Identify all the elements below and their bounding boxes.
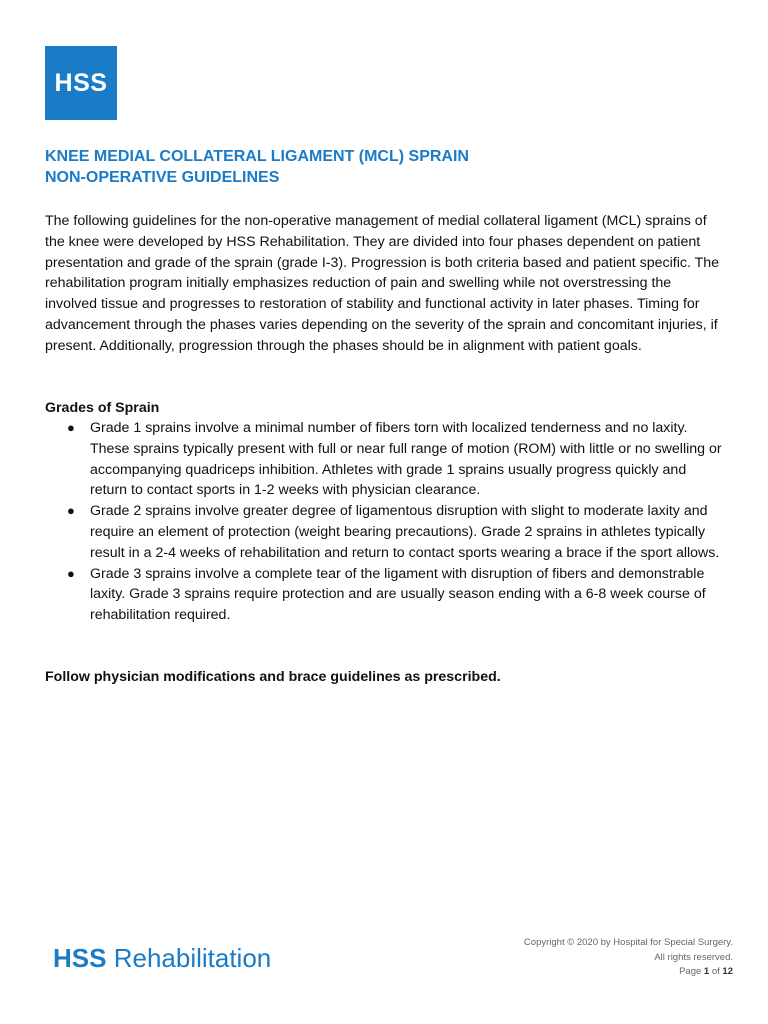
footer-brand	[53, 941, 271, 975]
grades-heading: Grades of Sprain	[45, 400, 160, 416]
grade-2-text: Grade 2 sprains involve greater degree of ligamentous disruption with slight to moderate laxity and require an element of protection (weight bearing precautions). Grade 2 sprains in athletes typically result in a 2-4 weeks of rehabilitation and return to contact sports wearing a brace if the sport allows.	[90, 503, 720, 561]
rights-text: All rights reserved.	[654, 951, 733, 963]
grade-1-text: Grade 1 sprains involve a minimal number of fibers torn with localized tenderness and no laxity. These sprains typically present with full or near full range of motion (ROM) with little or no swelling or accompanying quadriceps inhibition. Athletes with grade 1 sprains usually progress quickly and return to contact sports in 1-2 weeks with physician clearance.	[90, 420, 722, 499]
document-title	[45, 146, 725, 188]
title-line-1: KNEE MEDIAL COLLATERAL LIGAMENT (MCL) SPRAIN	[45, 148, 469, 165]
bullet-icon: ●	[67, 565, 75, 581]
title-line-2: NON-OPERATIVE GUIDELINES	[45, 169, 280, 186]
footer-brand-hss: HSS	[53, 943, 107, 973]
page-current: 1	[703, 966, 710, 977]
bullet-icon: ●	[67, 503, 75, 519]
grade-3-text: Grade 3 sprains involve a complete tear of the ligament with disruption of fibers and demonstrable laxity. Grade 3 sprains require protection and are usually season ending with a 6-8 week course of rehabilitation required.	[90, 565, 706, 624]
page-total: 12	[722, 966, 733, 977]
grades-list	[45, 418, 725, 626]
page-word: Page	[679, 966, 702, 977]
list-item	[45, 564, 725, 626]
list-item	[45, 501, 725, 563]
copyright-text: Copyright © 2020 by Hospital for Special Surgery.	[523, 937, 733, 948]
hss-logo	[45, 46, 117, 120]
list-item	[45, 418, 725, 501]
physician-notice: Follow physician modifications and brace guidelines as prescribed.	[45, 669, 501, 685]
bullet-icon: ●	[67, 420, 75, 435]
logo-text: HSS	[54, 68, 108, 97]
footer-brand-rehab: Rehabilitation	[113, 943, 272, 973]
page-number	[524, 965, 733, 980]
footer-legal	[524, 936, 733, 980]
intro-paragraph: The following guidelines for the non-operative management of medial collateral ligament (MCL) sprains of the knee were developed by HSS Rehabilitation. They are divided into four phases dependent on patient presentation and grade of the sprain (grade I-3). Progression is both criteria based and patient specific. The rehabilitation program initially emphasizes reduction of pain and swelling while not overstressing the involved tissue and progresses to restoration of stability and functional activity in later phases. Timing for advancement through the phases varies depending on the severity of the sprain and concomitant injuries, if present. Additionally, progression through the phases should be in alignment with patient goals.	[45, 213, 720, 354]
page-of: of	[711, 966, 720, 977]
